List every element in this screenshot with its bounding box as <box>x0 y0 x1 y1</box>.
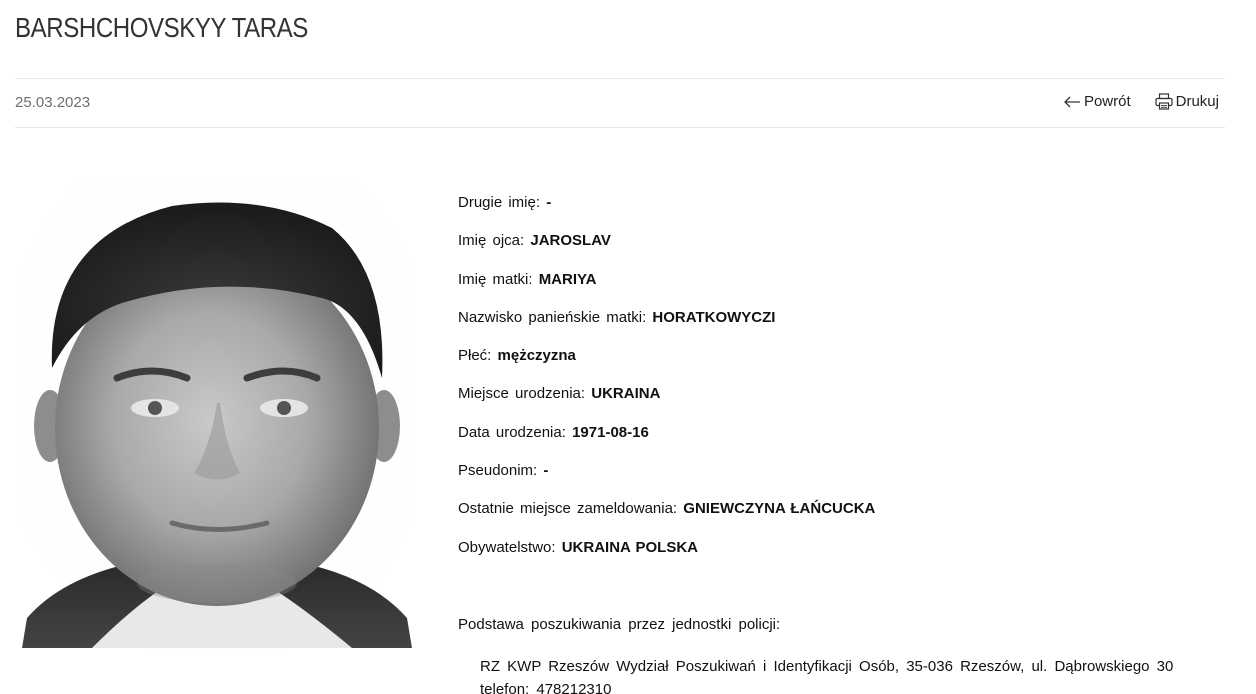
detail-second-name <box>458 193 875 231</box>
detail-birthdate <box>458 423 875 461</box>
printer-icon <box>1155 93 1173 110</box>
detail-label: Płeć: <box>458 347 492 365</box>
detail-label: Data urodzenia: <box>458 423 566 441</box>
detail-value: HORATKOWYCZI <box>652 308 776 326</box>
detail-citizenship <box>458 538 875 576</box>
publication-date: 25.03.2023 <box>15 94 91 111</box>
detail-label: Imię ojca: <box>458 232 525 250</box>
detail-label: Drugie imię: <box>458 194 541 211</box>
print-button[interactable] <box>1155 93 1219 110</box>
print-label: Drukuj <box>1175 93 1219 110</box>
police-unit-phone: telefon: 478212310 <box>480 681 612 694</box>
detail-value: 1971-08-16 <box>572 423 649 441</box>
detail-alias <box>458 461 875 499</box>
detail-value: UKRAINA POLSKA <box>561 538 698 556</box>
detail-value: - <box>546 194 552 211</box>
detail-label: Nazwisko panieńskie matki: <box>458 308 647 326</box>
page-title: BARSHCHOVSKYY TARAS <box>15 12 308 43</box>
back-link[interactable] <box>1063 93 1131 110</box>
detail-sex <box>458 346 875 384</box>
police-unit-address: RZ KWP Rzeszów Wydział Poszukiwań i Identyfikacji Osób, 35-036 Rzeszów, ul. Dąbrowskiego 30 <box>480 658 1174 675</box>
detail-last-residence <box>458 499 875 537</box>
back-label: Powrót <box>1083 93 1131 110</box>
detail-mother-name <box>458 270 875 308</box>
arrow-left-icon <box>1063 95 1081 109</box>
detail-mother-maiden-name <box>458 308 875 346</box>
detail-value: MARIYA <box>538 270 597 288</box>
detail-value: JAROSLAV <box>530 232 611 250</box>
person-photo <box>22 178 412 656</box>
person-details <box>458 193 875 576</box>
detail-label: Imię matki: <box>458 270 533 288</box>
detail-label: Miejsce urodzenia: <box>458 385 586 403</box>
search-basis-label: Podstawa poszukiwania przez jednostki policji: <box>458 616 781 633</box>
detail-value: GNIEWCZYNA ŁAŃCUCKA <box>683 500 876 518</box>
search-basis-unit <box>480 655 1190 694</box>
detail-value: UKRAINA <box>591 385 661 403</box>
detail-label: Pseudonim: <box>458 462 538 480</box>
detail-value: mężczyzna <box>497 347 576 365</box>
detail-label: Obywatelstwo: <box>458 538 556 556</box>
detail-birthplace <box>458 384 875 422</box>
meta-bar <box>15 78 1225 128</box>
detail-label: Ostatnie miejsce zameldowania: <box>458 500 678 518</box>
detail-value: - <box>543 462 549 480</box>
page-actions <box>1063 93 1219 110</box>
detail-father-name <box>458 231 875 269</box>
